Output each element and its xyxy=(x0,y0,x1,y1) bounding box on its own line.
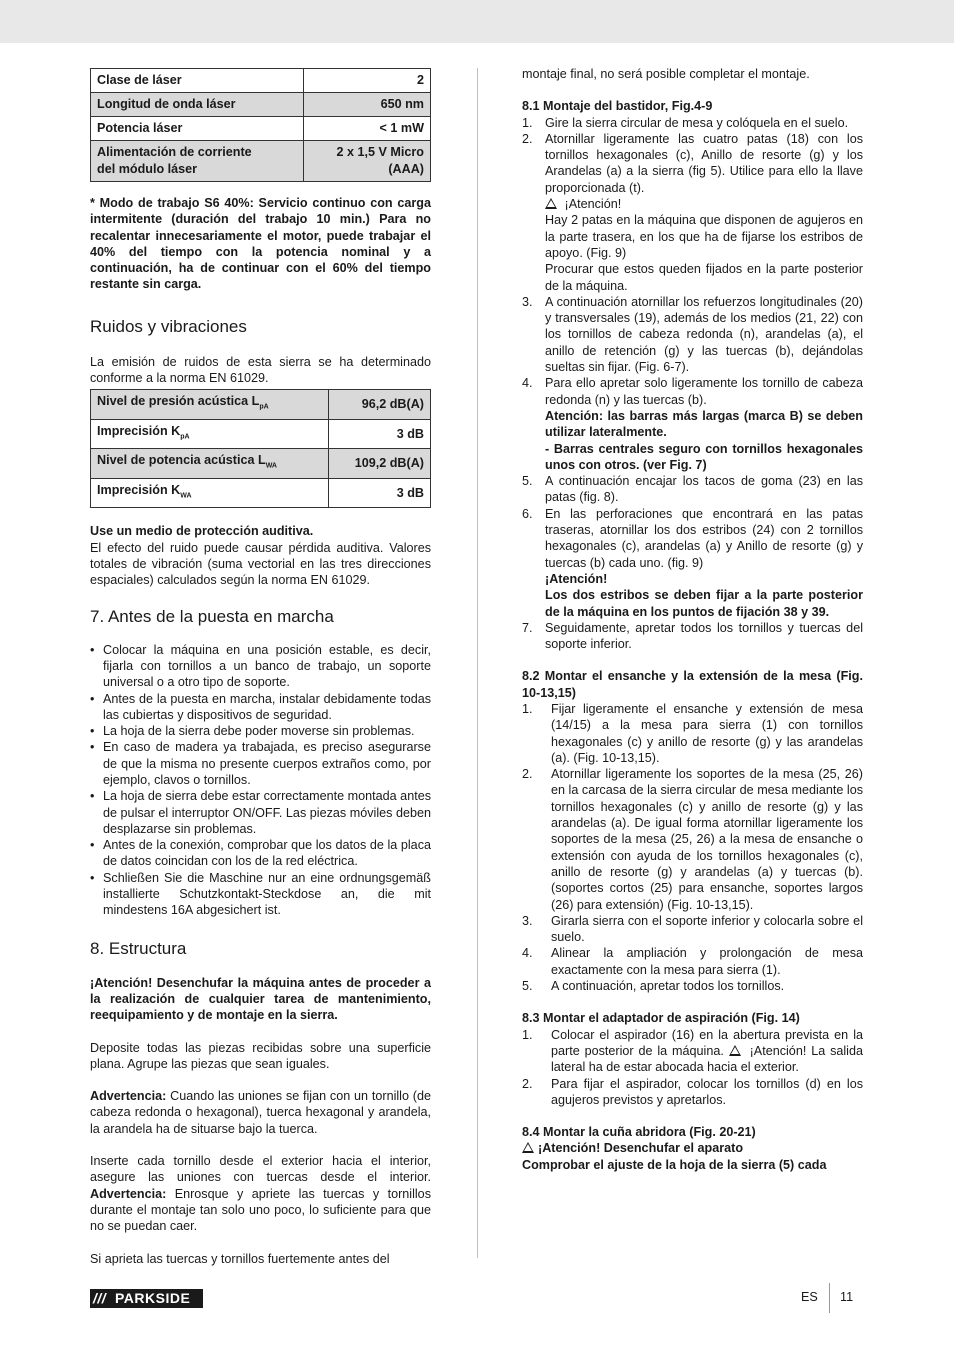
section8-warning: ¡Atención! Desenchufar la máquina antes de proceder a la realización de cualquier tarea de mantenimiento, reequipamiento y de montaje en la sierra. xyxy=(90,975,431,1023)
page-number: 11 xyxy=(840,1290,854,1304)
item-text: A continuación atornillar los refuerzos longitudinales (20) y transversales (19), además de los medios (21, 22) con los tornillos de cabeza redonda (n), arandelas (a), el anillo de retención (g) y las tuercas (b), dejándolas sueltas sin fijar. (Fig. 6-7). xyxy=(545,294,863,375)
list-item xyxy=(522,913,863,946)
item-text: Seguidamente, apretar todos los tornillos y tuercas del soporte inferior. xyxy=(545,620,863,652)
item-number: 3. xyxy=(522,913,533,928)
noise-pressure-value: 96,2 dB(A) xyxy=(329,390,431,420)
noise-table xyxy=(90,389,431,508)
item-number: 1. xyxy=(522,115,533,130)
noise-row-label xyxy=(91,419,329,449)
bullet-text: Colocar la máquina en una posición estable, es decir, fijarla con tornillos a un banco de trabajo, un soporte universal o a otro tipo de soporte. xyxy=(103,642,431,690)
item-text: En las perforaciones que encontrará en las patas traseras, atornillar los dos estribos (24) con 2 tornillos hexagonales (c), arandelas (a) y Anillo de resorte (g) y tuercas (b) cada uno. (fig. 9) xyxy=(545,506,863,570)
bullet-mark: • xyxy=(90,724,95,739)
item-text: ¡Atención! La salida lateral ha de estar abocada hacia el exterior. xyxy=(551,1043,863,1075)
list-item xyxy=(90,723,431,739)
top-band xyxy=(0,0,954,43)
left-column xyxy=(90,68,431,1267)
warning-icon xyxy=(729,1045,741,1056)
list-item xyxy=(90,739,431,788)
list-item xyxy=(522,473,863,506)
noise-power-value: 109,2 dB(A) xyxy=(329,449,431,479)
item-text: Fijar ligeramente el ensanche y extensión de mesa (14/15) a la mesa para sierra (1) con tornillos hexagonales (c) y anillo de resorte (g) y las arandelas (a). (Fig. 10-13,15). xyxy=(551,701,863,765)
right-column xyxy=(522,66,863,1173)
item-number: 4. xyxy=(522,376,533,391)
item-text: Para ello apretar solo ligeramente los tornillo de cabeza redonda (n) y las tuercas (b). xyxy=(545,376,863,407)
item-text: A continuación encajar los tacos de goma (23) en las patas (fig. 8). xyxy=(545,474,863,505)
list-item xyxy=(90,788,431,837)
section8-p3b-text: Enrosque y apriete las tuercas y tornillos durante el montaje tan solo uno poco, lo suficiente para que no se puedan caer. xyxy=(90,1186,431,1234)
logo-stripes: /// xyxy=(93,1290,107,1306)
noise-power-sub: WA xyxy=(265,462,277,470)
advertencia-label: Advertencia: xyxy=(90,1186,167,1201)
noise-kwa-value: 3 dB xyxy=(329,478,431,508)
bullet-text: La hoja de sierra debe estar correctamente montada antes de pulsar el interruptor ON/OFF. Las piezas móviles deben desplazarse sin problemas. xyxy=(103,789,431,836)
noise-heading: Ruidos y vibraciones xyxy=(90,316,247,336)
item-text: Procurar que estos queden fijados en la parte posterior de la máquina. xyxy=(545,262,863,293)
laser-spec-table xyxy=(90,68,431,182)
list-item xyxy=(522,1027,863,1076)
item-text: Hay 2 patas en la máquina que disponen de agujeros en la parte trasera, en los que ha de fijarse los estribos de apoyo. (Fig. 9) xyxy=(545,213,863,260)
section7-heading: 7. Antes de la puesta en marcha xyxy=(90,606,334,626)
laser-supply-label xyxy=(91,141,304,182)
noise-row-label xyxy=(91,449,329,479)
section8-p2 xyxy=(90,1088,431,1137)
section8-p4: Si aprieta las tuercas y tornillos fuertemente antes del xyxy=(90,1251,390,1266)
section8-p3 xyxy=(90,1153,431,1234)
noise-kpa-value: 3 dB xyxy=(329,419,431,449)
s82-heading: 8.2 Montar el ensanche y la extensión de la mesa (Fig. 10-13,15) xyxy=(522,669,863,700)
item-number: 2. xyxy=(522,1076,533,1091)
laser-supply-label-line1: Alimentación de corriente xyxy=(97,145,252,159)
parkside-logo xyxy=(90,1289,203,1308)
section8-p3-text: Inserte cada tornillo desde el exterior hacia el interior, asegure las uniones con tuercas desde el interior. xyxy=(90,1154,431,1185)
s81-list xyxy=(522,115,863,653)
item-text: Gire la sierra circular de mesa y colóquela en el suelo. xyxy=(545,115,849,130)
attention-text: ¡Atención! xyxy=(545,571,608,586)
bullet-mark: • xyxy=(90,740,95,755)
noise-protection: Use un medio de protección auditiva. xyxy=(90,524,314,539)
s84-heading: 8.4 Montar la cuña abridora (Fig. 20-21) xyxy=(522,1125,756,1140)
item-number: 1. xyxy=(522,1027,533,1042)
list-item xyxy=(90,837,431,870)
item-number: 5. xyxy=(522,979,533,994)
list-item xyxy=(90,691,431,724)
noise-pressure-label: Nivel de presión acústica L xyxy=(97,394,260,409)
section8-p1: Deposite todas las piezas recibidas sobre una superficie plana. Agrupe las piezas que sean iguales. xyxy=(90,1040,431,1071)
attention-text: ¡Atención! xyxy=(564,197,622,212)
item-number: 5. xyxy=(522,474,533,489)
logo-text: PARKSIDE xyxy=(115,1290,191,1306)
bullet-text: Schließen Sie die Maschine nur an eine ordnungsgemäß installierte Schutzkontakt-Steckdose an, die mit mindestens 16A abgesichert ist. xyxy=(103,870,431,918)
list-item xyxy=(522,701,863,766)
list-item xyxy=(522,131,863,294)
laser-supply-label-line2: del módulo láser xyxy=(97,162,198,176)
s82-list xyxy=(522,701,863,994)
laser-class-label: Clase de láser xyxy=(91,69,304,93)
s83-heading: 8.3 Montar el adaptador de aspiración (Fig. 14) xyxy=(522,1011,800,1026)
warning-icon xyxy=(545,198,557,209)
s81-heading: 8.1 Montaje del bastidor, Fig.4-9 xyxy=(522,99,713,114)
item-number: 2. xyxy=(522,131,533,146)
laser-wavelength-label: Longitud de onda láser xyxy=(91,93,304,117)
bullet-mark: • xyxy=(90,870,95,885)
bullet-text: La hoja de la sierra debe poder moverse sin problemas. xyxy=(103,724,415,739)
noise-effect: El efecto del ruido puede causar pérdida auditiva. Valores totales de vibración (suma vectorial en las tres direcciones espaciales) calculados según la norma EN 61029. xyxy=(90,540,431,588)
noise-kpa-label: Imprecisión K xyxy=(97,423,181,438)
list-item xyxy=(90,870,431,919)
laser-power-label: Potencia láser xyxy=(91,117,304,141)
laser-power-value: < 1 mW xyxy=(303,117,430,141)
laser-supply-value-line2: (AAA) xyxy=(388,162,424,176)
section7-list xyxy=(90,642,431,919)
list-item xyxy=(522,1076,863,1109)
section8-p4-cont: montaje final, no será posible completar el montaje. xyxy=(522,67,810,81)
item-text: Girarla sierra con el soporte inferior y colocarla sobre el suelo. xyxy=(551,913,863,945)
item-text: Colocar el aspirador (16) en la abertura prevista en la parte posterior de la máquina. xyxy=(551,1027,863,1058)
noise-kwa-sub: WA xyxy=(180,492,192,500)
item-text: Atornillar ligeramente los soportes de la mesa (25, 26) en la carcasa de la sierra circular de mesa mediante los tornillos hexagonales (c) y anillo de resorte (g) y las arandelas (a). De igual forma atornillar ligeramente los soportes de la mesa (25, 26) a la mesa de ensanche o extensión con ayuda de los tornillos hexagonales (c), anillo de resorte (g) y arandelas (a) y tuercas (b). (soportes cortos (25) para ensanche, soportes largos (26) para extensión) (Fig. 10-13,15). xyxy=(551,767,863,912)
laser-supply-value-line1: 2 x 1,5 V Micro xyxy=(336,145,424,159)
item-number: 6. xyxy=(522,506,533,521)
s83-list xyxy=(522,1027,863,1108)
noise-row-label xyxy=(91,390,329,420)
section8-heading: 8. Estructura xyxy=(90,938,187,958)
item-text: Alinear la ampliación y prolongación de mesa exactamente con la mesa para sierra (1). xyxy=(551,946,863,977)
noise-kpa-sub: pA xyxy=(180,433,190,441)
list-item xyxy=(522,766,863,913)
s84-warning xyxy=(522,1140,863,1156)
item-text: Para fijar el aspirador, colocar los tornillos (d) en los agujeros previstos y apretarlos. xyxy=(551,1076,863,1107)
list-item xyxy=(522,945,863,978)
list-item xyxy=(522,375,863,473)
advertencia-label: Advertencia: xyxy=(90,1089,167,1104)
bullet-mark: • xyxy=(90,691,95,706)
laser-wavelength-value: 650 nm xyxy=(303,93,430,117)
footer-separator xyxy=(829,1283,830,1313)
item-number: 4. xyxy=(522,946,533,961)
bullet-text: Antes de la puesta en marcha, instalar debidamente todas las cubiertas y dispositivos de seguridad. xyxy=(103,691,431,722)
warning-icon xyxy=(522,1142,534,1153)
noise-pressure-sub: pA xyxy=(259,403,269,411)
item-text: Atornillar ligeramente las cuatro patas (18) con los tornillos hexagonales (c), Anillo de resorte (g) y los Arandelas (a) a la sierra (fig 5). Utilice para ello la llave proporcionada (t). xyxy=(545,131,863,195)
list-item xyxy=(522,620,863,653)
language-code: ES xyxy=(801,1290,818,1304)
mode-note: * Modo de trabajo S6 40%: Servicio continuo con carga intermitente (duración del trabajo 10 min.) Para no recalentar innecesariamente el motor, puede trabajar el 40% del tiempo con la potencia nominal y a continuación, ha de continuar con el 60% del tiempo restante sin carga. xyxy=(90,196,431,292)
bullet-mark: • xyxy=(90,838,95,853)
item-number: 7. xyxy=(522,620,533,635)
s84-warning-text: ¡Atención! Desenchufar el aparato xyxy=(538,1141,744,1156)
item-number: 2. xyxy=(522,767,533,782)
item-bold-text: - Barras centrales seguro con tornillos hexagonales unos con otros. (ver Fig. 7) xyxy=(545,441,863,472)
bullet-text: Antes de la conexión, comprobar que los datos de la placa de datos coincidan con los de la red eléctrica. xyxy=(103,838,431,869)
bullet-mark: • xyxy=(90,642,95,657)
noise-intro: La emisión de ruidos de esta sierra se ha determinado conforme a la norma EN 61029. xyxy=(90,354,431,386)
noise-kwa-label: Imprecisión K xyxy=(97,482,181,497)
list-item xyxy=(522,115,863,131)
list-item xyxy=(522,294,863,375)
bullet-text: En caso de madera ya trabajada, es preciso asegurarse de que la misma no presente cuerpos extraños como, por ejemplo, clavos o tornillos. xyxy=(103,740,431,787)
list-item xyxy=(90,642,431,691)
item-text: A continuación, apretar todos los tornillos. xyxy=(551,979,785,994)
column-divider xyxy=(477,68,478,1258)
bullet-mark: • xyxy=(90,789,95,804)
laser-supply-value xyxy=(303,141,430,182)
item-bold-text: Atención: las barras más largas (marca B) se deben utilizar lateralmente. xyxy=(545,408,863,440)
item-number: 1. xyxy=(522,701,533,716)
laser-class-value: 2 xyxy=(303,69,430,93)
noise-row-label xyxy=(91,478,329,508)
list-item xyxy=(522,978,863,994)
list-item xyxy=(522,506,863,620)
item-number: 3. xyxy=(522,294,533,309)
s84-check: Comprobar el ajuste de la hoja de la sierra (5) cada xyxy=(522,1157,827,1172)
noise-power-label: Nivel de potencia acústica L xyxy=(97,453,266,468)
item-bold-text: Los dos estribos se deben fijar a la parte posterior de la máquina en los puntos de fijación 38 y 39. xyxy=(545,588,863,619)
section8-p2-text: Cuando las uniones se fijan con un tornillo (de cabeza redonda o hexagonal), tuerca hexagonal y arandela, la arandela ha de situarse bajo la tuerca. xyxy=(90,1089,431,1136)
